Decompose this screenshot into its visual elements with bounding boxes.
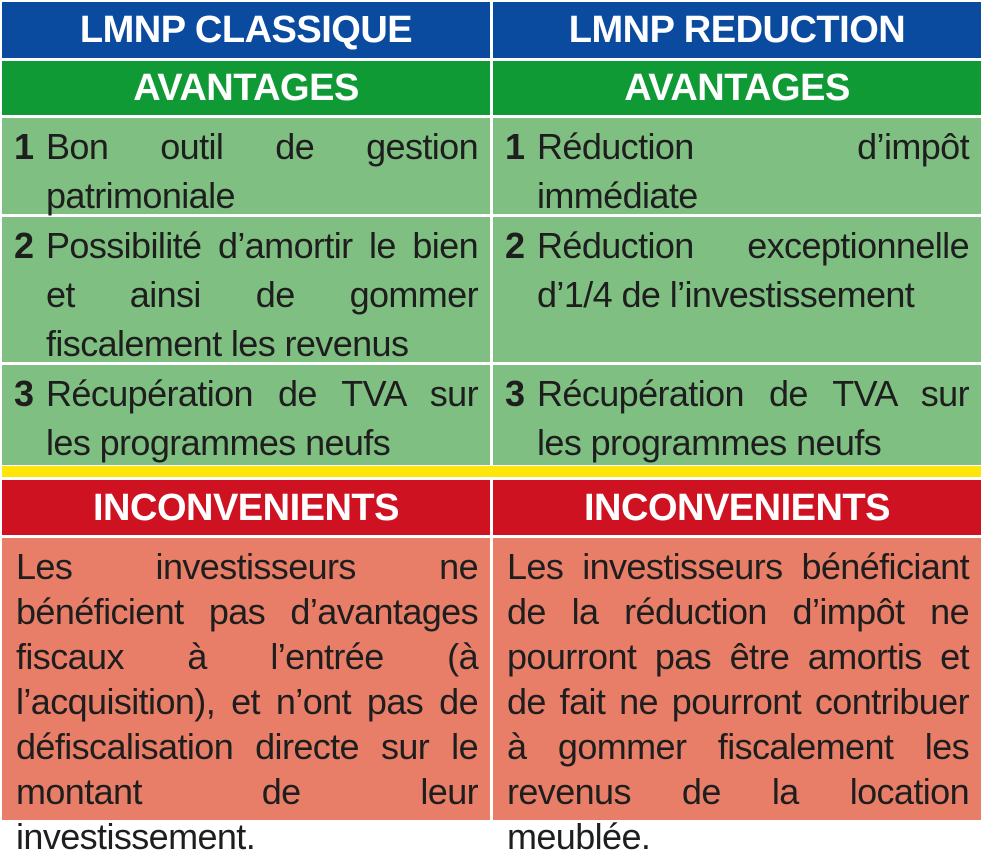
advantage-number: 3 (505, 373, 525, 414)
advantage-number: 1 (14, 126, 34, 167)
advantage-text: Possibilité d’amortir le bien et ainsi de gommer fiscalement les revenus (46, 225, 478, 364)
advantage-text: Réduction d’impôt immédiate (537, 126, 969, 216)
advantage-number: 2 (505, 225, 525, 266)
advantage-item-classique-3 (2, 365, 490, 465)
column-header-reduction: LMNP REDUCTION (493, 2, 981, 58)
advantage-item-classique-1 (2, 118, 490, 214)
inconvenients-text-reduction: Les investisseurs bénéficiant de la réduction d’impôt ne pourront pas être amortis et de fait ne pourront contribuer à gommer fiscalement les revenus de la location meublée. (493, 538, 981, 820)
advantage-text: Réduction exceptionnelle d’1/4 de l’investissement (537, 225, 969, 315)
advantage-item-reduction-3 (493, 365, 981, 465)
advantage-item-reduction-2 (493, 217, 981, 362)
advantage-item-classique-2 (2, 217, 490, 362)
inconvenients-header-reduction: INCONVENIENTS (493, 480, 981, 535)
advantage-number: 3 (14, 373, 34, 414)
advantage-text: Récupération de TVA sur les programmes neufs (537, 373, 969, 463)
advantage-text: Récupération de TVA sur les programmes neufs (46, 373, 478, 463)
advantage-number: 2 (14, 225, 34, 266)
inconvenients-header-classique: INCONVENIENTS (2, 480, 490, 535)
advantages-header-classique: AVANTAGES (2, 61, 490, 115)
section-separator (2, 466, 981, 477)
column-header-classique: LMNP CLASSIQUE (2, 2, 490, 58)
advantage-text: Bon outil de gestion patrimoniale (46, 126, 478, 216)
advantages-header-reduction: AVANTAGES (493, 61, 981, 115)
advantage-number: 1 (505, 126, 525, 167)
advantage-item-reduction-1 (493, 118, 981, 214)
inconvenients-text-classique: Les investisseurs ne bénéficient pas d’avantages fiscaux à l’entrée (à l’acquisition), et n’ont pas de défiscalisation directe sur le montant de leur investissement. (2, 538, 490, 820)
